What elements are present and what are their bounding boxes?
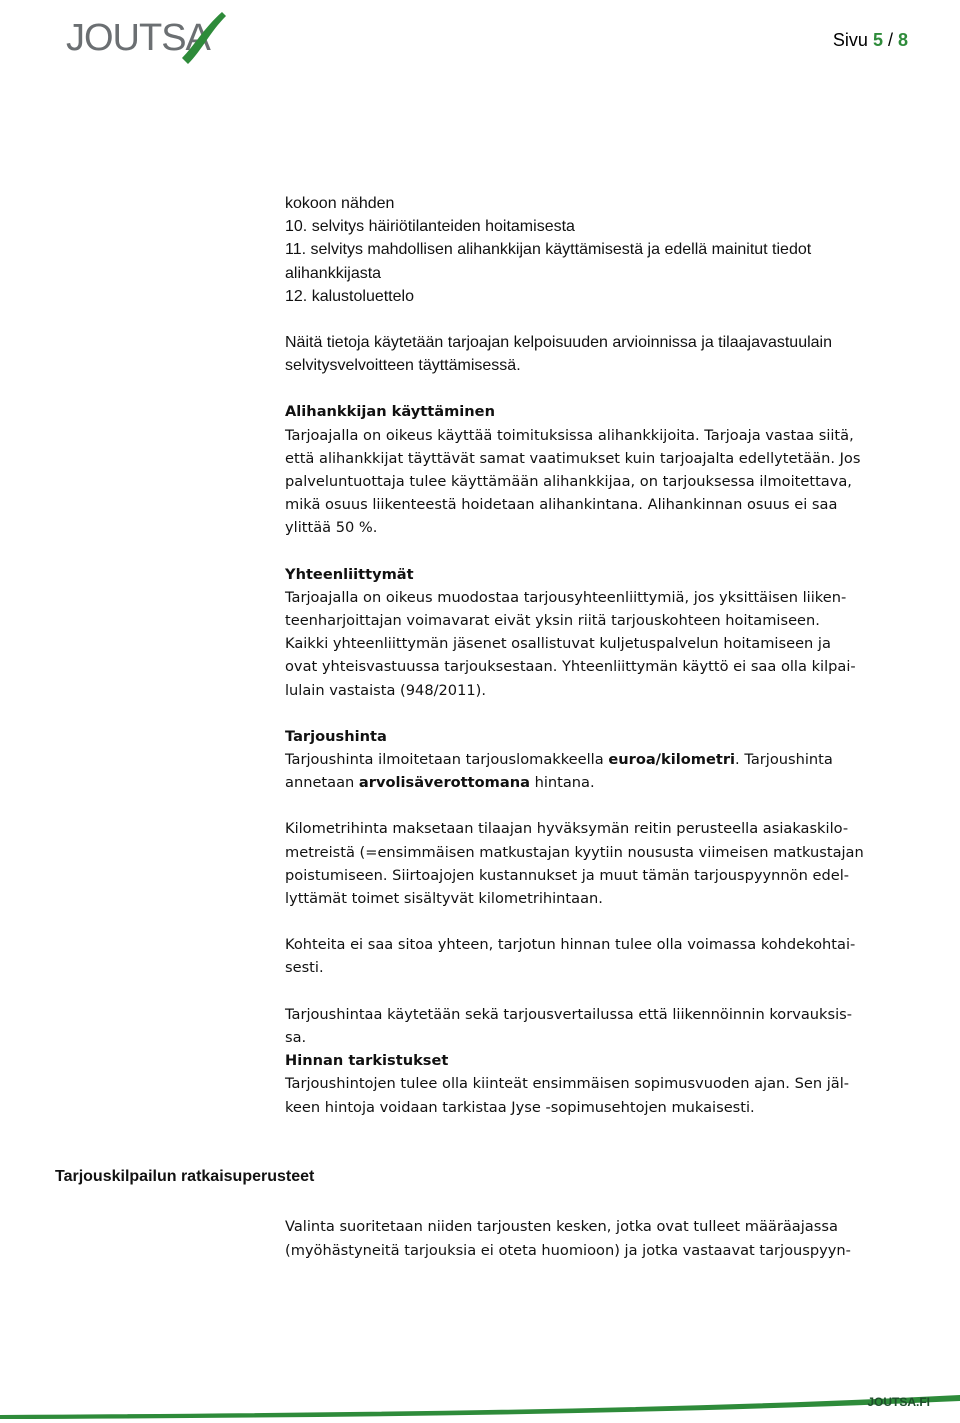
page-separator: / (882, 30, 898, 50)
section-heading: Alihankkijan käyttäminen (285, 403, 495, 421)
page-current: 5 (872, 30, 883, 50)
paragraph-line: Tarjoushintojen tulee olla kiinteät ensimmäisen sopimusvuoden ajan. Sen jäl- (285, 1075, 850, 1093)
section-ratkaisu (285, 1215, 913, 1263)
paragraph-line: Kaikki yhteenliittymän jäsenet osallistuvat kuljetuspalvelun hoitamiseen ja (285, 635, 831, 653)
list-item-10: 10. selvitys häiriötilanteiden hoitamisesta (285, 218, 575, 236)
paragraph-line: lulain vastaista (948/2011). (285, 681, 486, 699)
bold-text: arvolisäverottomana (358, 774, 530, 792)
text-run: hintana. (529, 774, 595, 792)
text-run: Tarjoushinta ilmoitetaan tarjouslomakkeella (285, 751, 609, 769)
paragraph-line: Tarjoajalla on oikeus muodostaa tarjousyhteenliittymiä, jos yksittäisen liiken- (285, 588, 847, 606)
list-continuation (285, 192, 913, 308)
logo-wordmark: JOUTSA (66, 17, 210, 59)
page-total: 8 (897, 30, 908, 50)
paragraph-line (285, 771, 913, 794)
paragraph-line: Näitä tietoja käytetään tarjoajan kelpoisuuden arvioinnissa ja tilaajavastuulain (285, 334, 833, 352)
list-line-continuation: kokoon nähden (285, 195, 395, 212)
paragraph-line: keen hintoja voidaan tarkistaa Jyse -sopimusehtojen mukaisesti. (285, 1098, 755, 1116)
paragraph-line: (myöhästyneitä tarjouksia ei oteta huomioon) ja jotka vastaavat tarjouspyyn- (285, 1242, 851, 1259)
paragraph-line: mikä osuus liikenteestä hoidetaan alihankintana. Alihankinnan osuus ei saa (285, 496, 838, 514)
section-alihankkija (285, 400, 913, 539)
paragraph-line: metreistä (=ensimmäisen matkustajan kyytiin noususta viimeisen matkustajan (285, 843, 864, 861)
list-item-11-cont: alihankkijasta (285, 264, 382, 282)
paragraph-line: teenharjoittajan voimavarat eivät yksin riitä tarjouskohteen hoitamiseen. (285, 612, 820, 630)
section-yhteenliittymat (285, 563, 913, 702)
list-item-12: 12. kalustoluettelo (285, 287, 414, 305)
paragraph-line: ovat yhteisvastuussa tarjouksestaan. Yhteenliittymän käyttö ei saa olla kilpai- (285, 658, 856, 676)
paragraph-line: Valinta suoritetaan niiden tarjousten kesken, jotka ovat tulleet määräajassa (285, 1218, 838, 1235)
list-item-11: 11. selvitys mahdollisen alihankkijan käyttämisestä ja edellä mainitut tiedot (285, 241, 812, 259)
section-tarjoushinta (285, 725, 913, 1119)
paragraph-line: selvitysvelvoitteen täyttämisessä. (285, 357, 521, 375)
paragraph-line: lyttämät toimet sisältyvät kilometrihintaan. (285, 890, 603, 908)
paragraph-line: Tarjoushintaa käytetään sekä tarjousvertailussa että liikennöinnin korvauksis- (285, 1005, 853, 1023)
paragraph-line: Kohteita ei saa sitoa yhteen, tarjotun hinnan tulee olla voimassa kohdekohtai- (285, 936, 856, 954)
paragraph-line: että alihankkijat täyttävät samat vaatimukset kuin tarjoajalta edellytetään. Jos (285, 449, 861, 467)
side-heading-ratkaisuperusteet: Tarjouskilpailun ratkaisuperusteet (55, 1168, 315, 1185)
footer-url: JOUTSA.FI (867, 1395, 930, 1409)
intro-paragraph (285, 331, 913, 377)
paragraph-line: sa. (285, 1028, 307, 1046)
page-number (833, 30, 908, 51)
paragraph-line: palveluntuottaja tulee käyttämään alihankkijaa, on tarjouksessa ilmoitettava, (285, 473, 852, 491)
section-heading: Tarjoushinta (285, 727, 387, 745)
paragraph-line: sesti. (285, 959, 324, 977)
joutsa-logo (64, 6, 234, 76)
paragraph-line: Kilometrihinta maksetaan tilaajan hyväksymän reitin perusteella asiakaskilo- (285, 820, 849, 838)
document-body (285, 192, 913, 1119)
page-prefix: Sivu (832, 30, 873, 50)
paragraph-line (285, 748, 913, 771)
paragraph-line: Tarjoajalla on oikeus käyttää toimituksissa alihankkijoita. Tarjoaja vastaa siitä, (285, 426, 854, 444)
text-run: annetaan (285, 774, 359, 792)
section-heading: Yhteenliittymät (285, 565, 414, 583)
text-run: . Tarjoushinta (735, 751, 833, 769)
footer-swoosh (0, 1391, 960, 1419)
paragraph-line: poistumiseen. Siirtoajojen kustannukset ja muut tämän tarjouspyynnön edel- (285, 866, 850, 884)
section-heading: Hinnan tarkistukset (285, 1052, 449, 1070)
bold-text: euroa/kilometri (608, 751, 736, 769)
paragraph-line: ylittää 50 %. (285, 519, 378, 537)
